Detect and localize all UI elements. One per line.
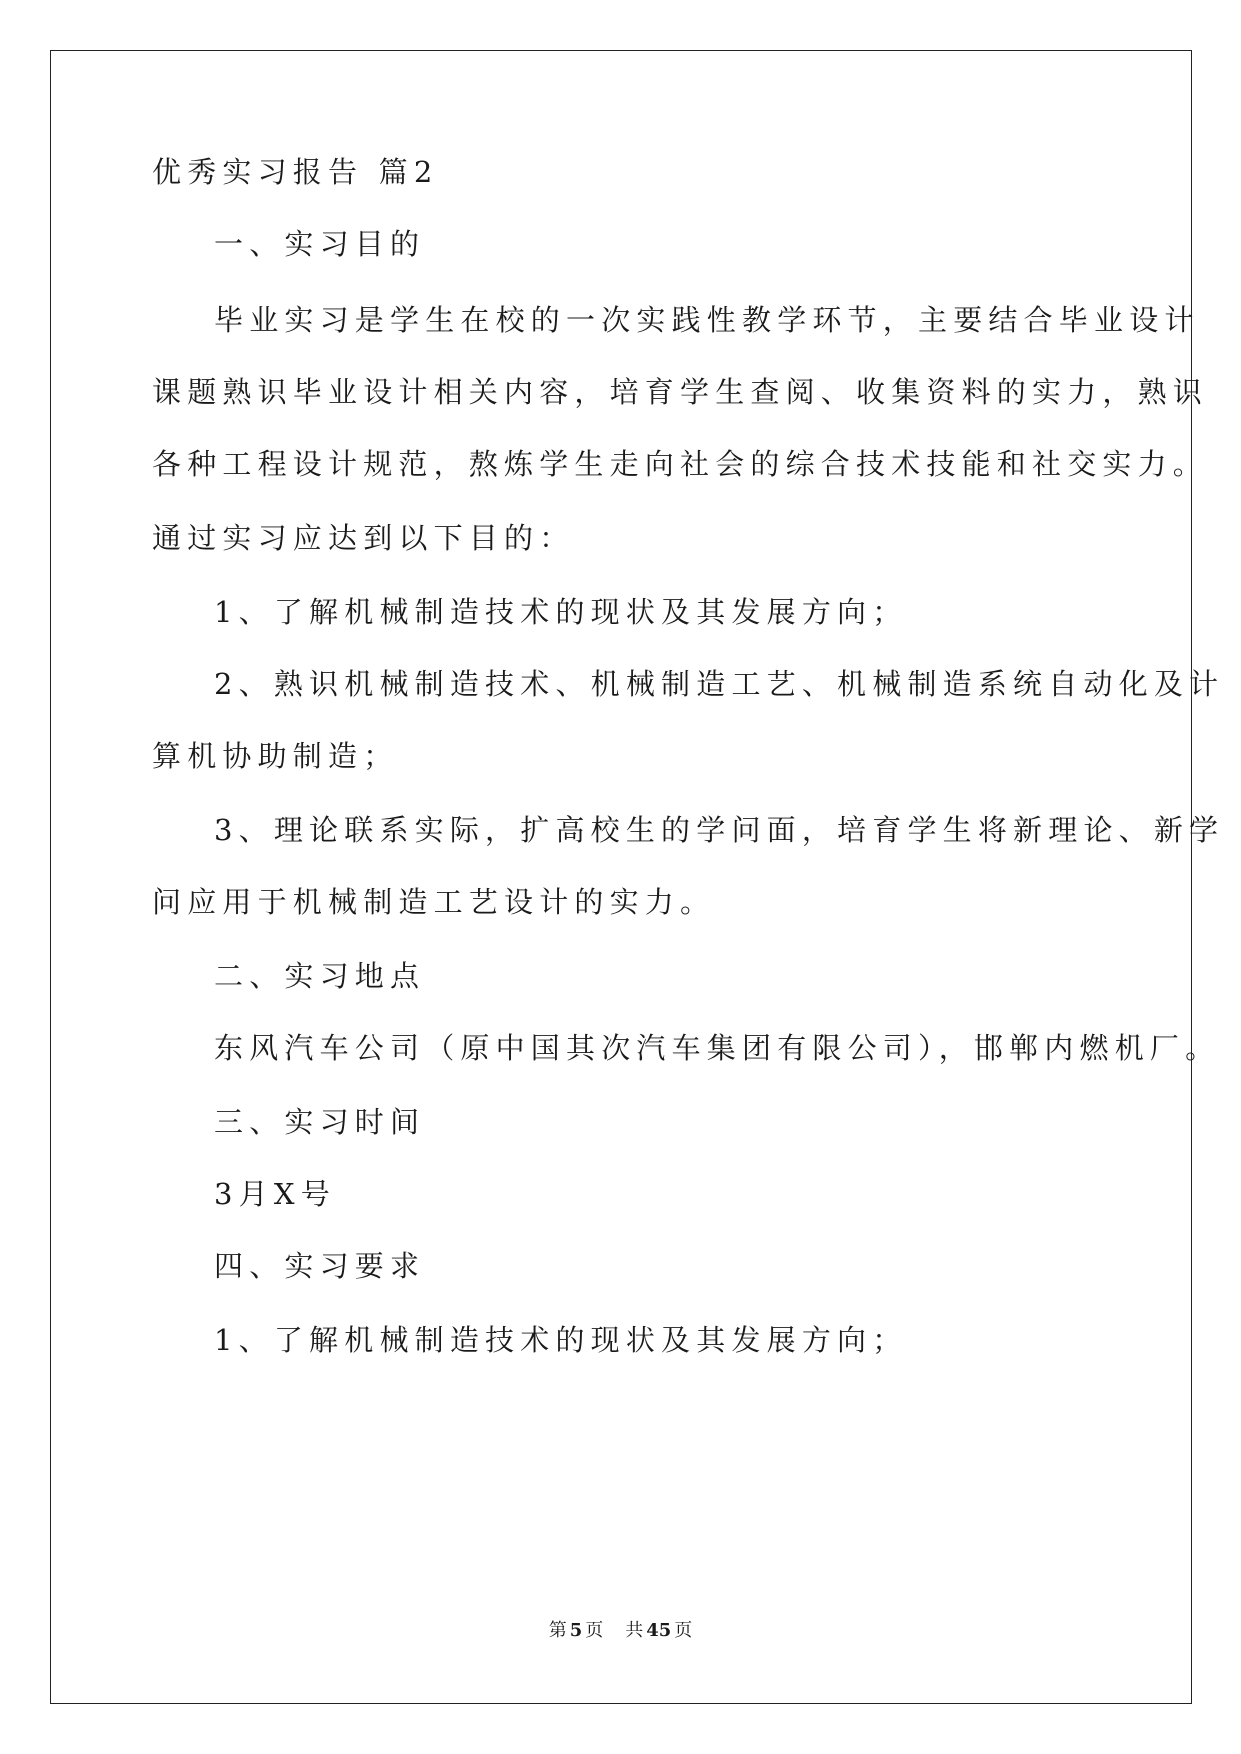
list-item-continuation: 问应用于机械制造工艺设计的实力。: [152, 885, 716, 919]
list-item: 3、理论联系实际，扩高校生的学问面，培育学生将新理论、新学: [214, 813, 1225, 847]
list-item: 1、了解机械制造技术的现状及其发展方向；: [214, 595, 908, 629]
paragraph-line: 毕业实习是学生在校的一次实践性教学环节，主要结合毕业设计: [214, 303, 1200, 337]
document-title: 优秀实习报告 篇2: [152, 155, 439, 189]
footer-total-suffix: 页: [674, 1620, 693, 1641]
list-item: 2、熟识机械制造技术、机械制造工艺、机械制造系统自动化及计: [214, 667, 1225, 701]
paragraph-line: 通过实习应达到以下目的：: [152, 521, 575, 555]
footer-total-pages: 45: [646, 1620, 672, 1641]
list-item-continuation: 算机协助制造；: [152, 739, 399, 773]
heading-section-1: 一、实习目的: [214, 227, 426, 261]
footer-page-prefix: 第: [548, 1620, 567, 1641]
heading-section-3: 三、实习时间: [214, 1105, 426, 1139]
heading-section-4: 四、实习要求: [214, 1249, 426, 1283]
paragraph-line: 各种工程设计规范，熬炼学生走向社会的综合技术技能和社交实力。: [152, 447, 1209, 481]
heading-section-2: 二、实习地点: [214, 959, 426, 993]
paragraph-line: 3月X号: [214, 1177, 336, 1211]
page-footer: [0, 1619, 1241, 1643]
list-item: 1、了解机械制造技术的现状及其发展方向；: [214, 1323, 908, 1357]
footer-page-number: 5: [569, 1620, 583, 1641]
footer-total-prefix: 共: [625, 1620, 644, 1641]
paragraph-line: 课题熟识毕业设计相关内容，培育学生查阅、收集资料的实力，熟识: [152, 375, 1209, 409]
page-border: [50, 50, 1192, 1704]
footer-page-suffix: 页: [585, 1620, 604, 1641]
paragraph-line: 东风汽车公司（原中国其次汽车集团有限公司），邯郸内燃机厂。: [214, 1031, 1221, 1065]
